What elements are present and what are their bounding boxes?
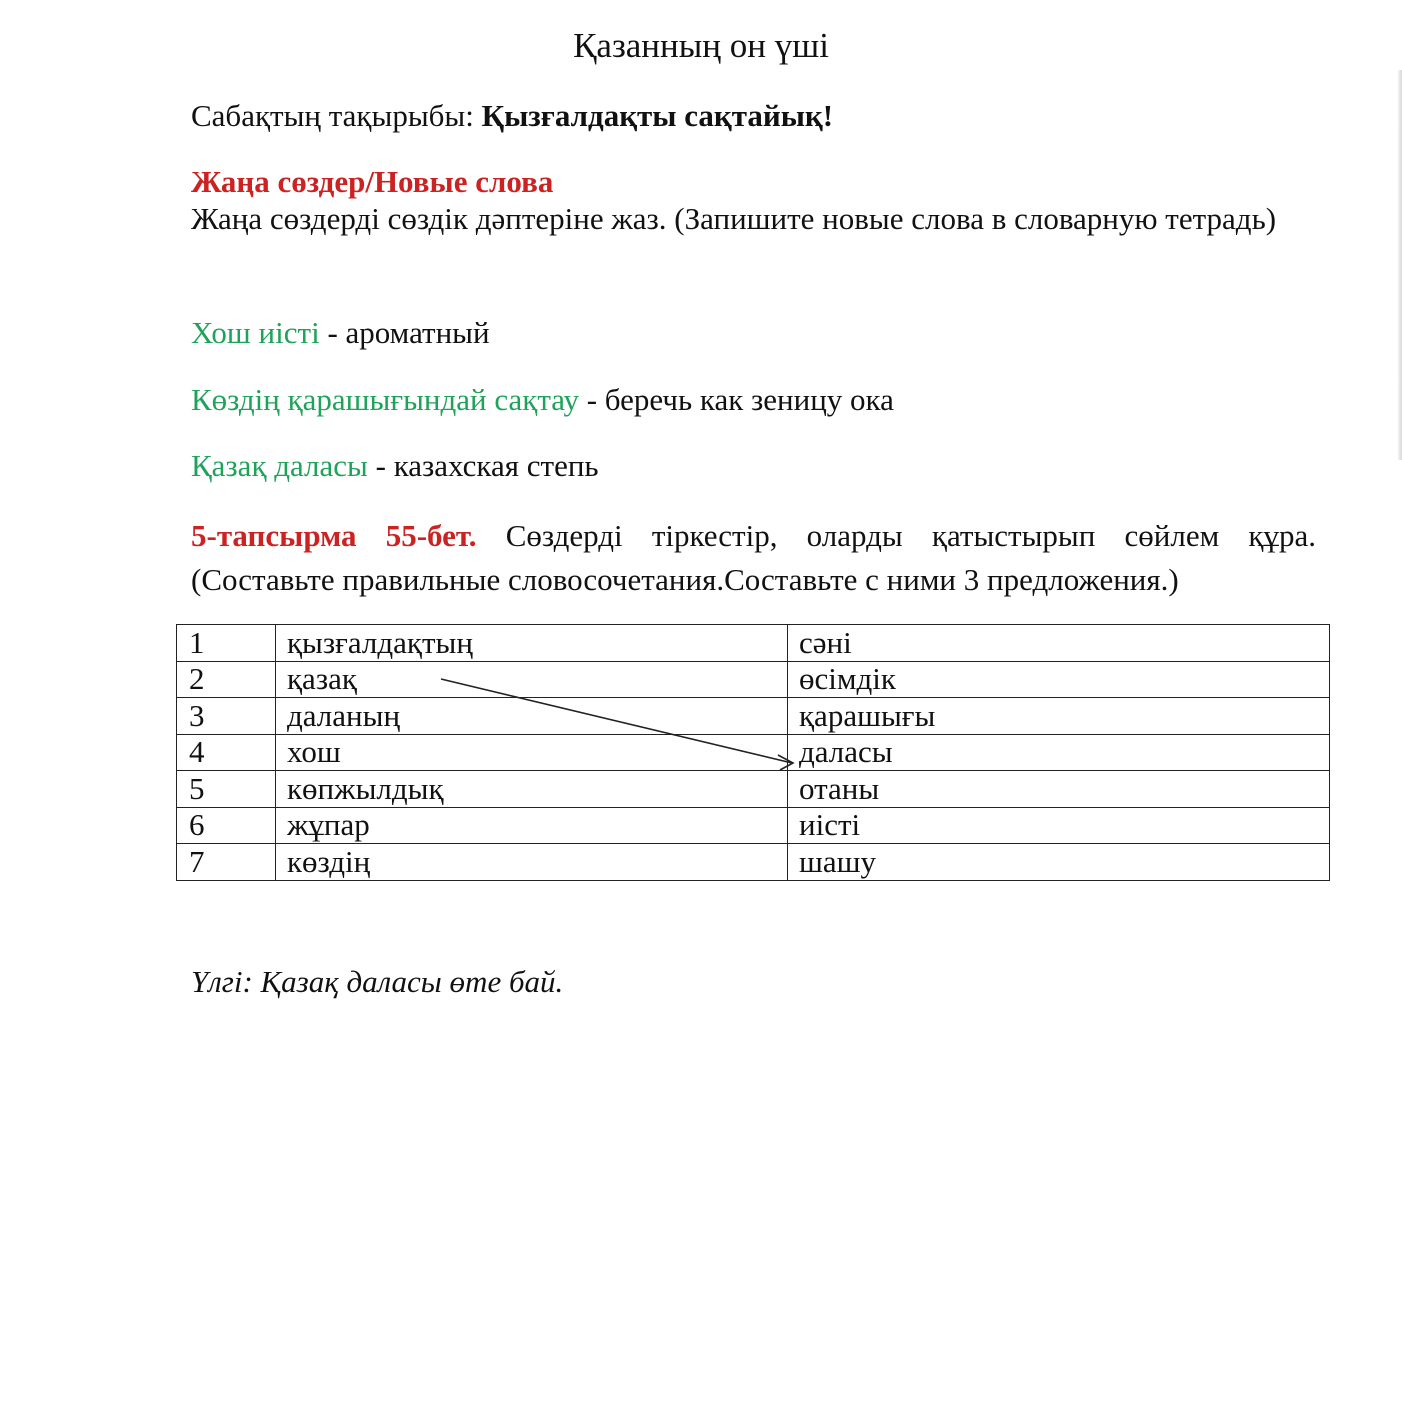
- task-paragraph: [191, 514, 1316, 602]
- vocab-term: Қазақ даласы: [191, 448, 368, 483]
- new-words-instruction: Жаңа сөздерді сөздік дәптеріне жаз. (Запишите новые слова в словарную тетрадь): [191, 201, 1277, 236]
- left-word: қызғалдақтың: [276, 625, 788, 662]
- table-row: [177, 625, 1330, 662]
- right-word: өсімдік: [788, 661, 1330, 698]
- table-row: [177, 807, 1330, 844]
- page-title: Қазанның он үші: [573, 26, 829, 65]
- left-word: хош: [276, 734, 788, 771]
- left-word: қазақ: [276, 661, 788, 698]
- right-word: даласы: [788, 734, 1330, 771]
- right-word: сәні: [788, 625, 1330, 662]
- page-edge-shadow: [1398, 70, 1402, 460]
- task-text: Сөздерді тіркестір, оларды қатыстырып сөйлем құра. (Составьте правильные словосочетания.Составьте с ними 3 предложения.): [191, 518, 1316, 597]
- left-word: көздің: [276, 844, 788, 881]
- row-number: 6: [177, 807, 276, 844]
- table-row: [177, 734, 1330, 771]
- right-word: шашу: [788, 844, 1330, 881]
- lesson-topic: [191, 97, 833, 135]
- left-word: көпжылдық: [276, 771, 788, 808]
- vocab-term: Хош иісті: [191, 315, 320, 350]
- row-number: 1: [177, 625, 276, 662]
- topic-value: Қызғалдақты сақтайық!: [481, 98, 834, 133]
- vocab-translation: - казахская степь: [367, 448, 599, 483]
- table-row: [177, 698, 1330, 735]
- left-word: даланың: [276, 698, 788, 735]
- vocab-translation: - беречь как зеницу ока: [578, 382, 894, 417]
- vocab-item: [191, 447, 599, 485]
- vocab-translation: - ароматный: [319, 315, 490, 350]
- row-number: 7: [177, 844, 276, 881]
- left-word: жұпар: [276, 807, 788, 844]
- vocab-item: [191, 381, 894, 419]
- right-word: иісті: [788, 807, 1330, 844]
- row-number: 4: [177, 734, 276, 771]
- right-word: отаны: [788, 771, 1330, 808]
- row-number: 3: [177, 698, 276, 735]
- new-words-heading: Жаңа сөздер/Новые слова: [191, 164, 554, 199]
- task-label: 5-тапсырма 55-бет.: [191, 518, 477, 553]
- table-row: [177, 844, 1330, 881]
- example-sentence: Үлгі: Қазақ даласы өте бай.: [191, 964, 564, 999]
- vocab-term: Көздің қарашығындай сақтау: [191, 382, 579, 417]
- topic-label: Сабақтың тақырыбы:: [191, 98, 482, 133]
- table-row: [177, 771, 1330, 808]
- right-word: қарашығы: [788, 698, 1330, 735]
- row-number: 2: [177, 661, 276, 698]
- row-number: 5: [177, 771, 276, 808]
- vocab-item: [191, 314, 490, 352]
- table-row: [177, 661, 1330, 698]
- matching-table: [176, 624, 1330, 881]
